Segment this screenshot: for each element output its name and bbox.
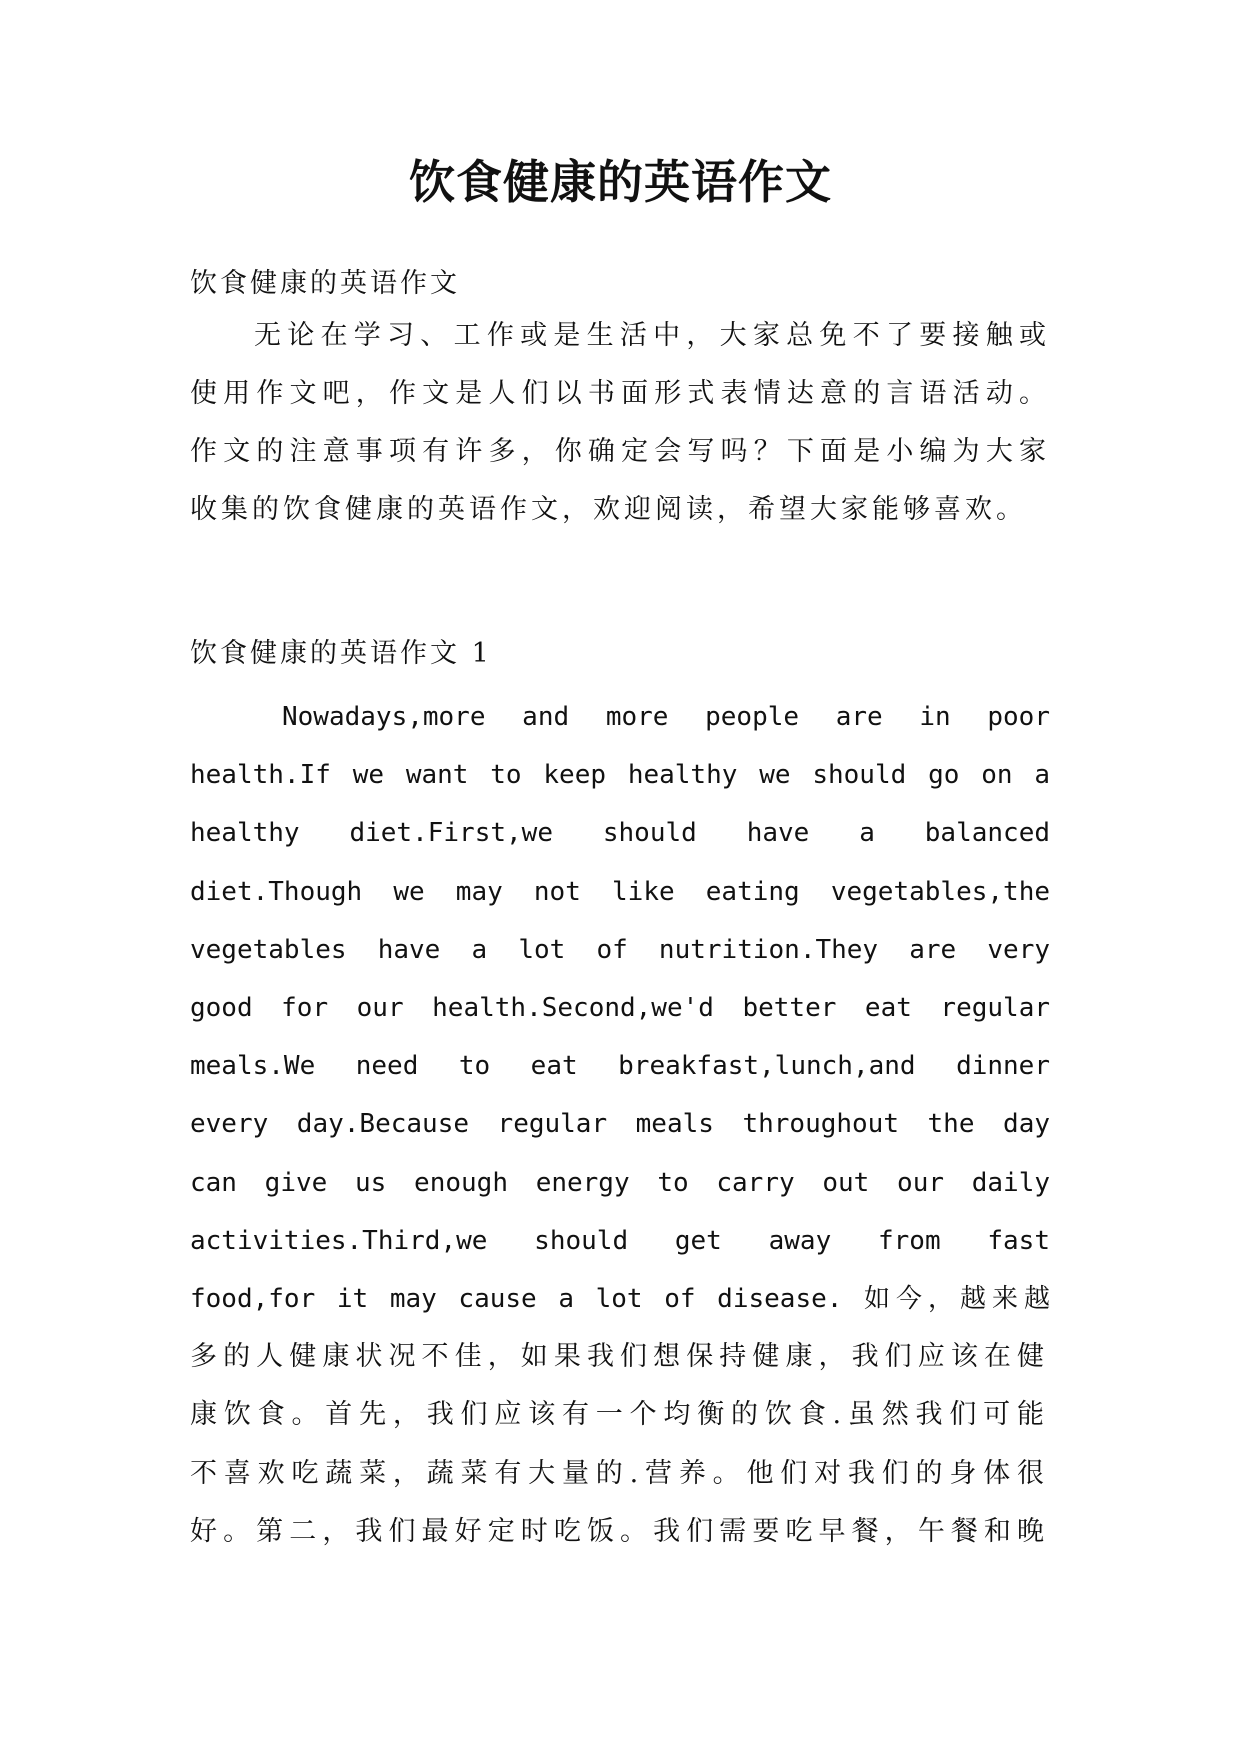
intro-line: 作文的注意事项有许多，你确定会写吗？下面是小编为大家: [190, 436, 1050, 467]
essay-line: every day.Because regular meals throughout the day: [190, 1109, 1050, 1140]
document-subtitle: 饮食健康的英语作文: [190, 268, 460, 299]
essay-line: diet.Though we may not like eating vegetables,the: [190, 876, 1050, 907]
translation-line: 好。第二，我们最好定时吃饭。我们需要吃早餐，午餐和晚: [190, 1515, 1050, 1547]
translation-line: 康饮食。首先，我们应该有一个均衡的饮食.虽然我们可能: [190, 1399, 1050, 1431]
essay-line: activities.Third,we should get away from fast: [190, 1225, 1050, 1256]
translation-line: 不喜欢吃蔬菜，蔬菜有大量的.营养。他们对我们的身体很: [190, 1457, 1050, 1489]
intro-line: 无论在学习、工作或是生活中，大家总免不了要接触或: [254, 320, 1050, 351]
intro-line: 收集的饮食健康的英语作文，欢迎阅读，希望大家能够喜欢。: [190, 494, 1027, 525]
essay-paragraph: [190, 688, 1050, 1561]
essay-line: meals.We need to eat breakfast,lunch,and dinner: [190, 1051, 1050, 1082]
essay-line: healthy diet.First,we should have a balanced: [190, 818, 1050, 849]
document-title: 饮食健康的英语作文: [409, 155, 832, 209]
translation-line: 多的人健康状况不佳，如果我们想保持健康，我们应该在健: [190, 1341, 1050, 1373]
essay-line: vegetables have a lot of nutrition.They are very: [190, 934, 1050, 965]
essay-line: good for our health.Second,we'd better eat regular: [190, 993, 1050, 1024]
essay-line: food,for it may cause a lot of disease. 如今，越来越: [190, 1284, 1050, 1315]
essay-line: Nowadays,more and more people are in poor: [282, 702, 1050, 732]
essay-line: health.If we want to keep healthy we should go on a: [190, 760, 1050, 791]
essay-line: can give us enough energy to carry out our daily: [190, 1167, 1050, 1198]
section-heading: 饮食健康的英语作文 1: [190, 638, 492, 669]
intro-line: 使用作文吧，作文是人们以书面形式表情达意的言语活动。: [190, 378, 1050, 409]
intro-paragraph: [190, 307, 1050, 539]
